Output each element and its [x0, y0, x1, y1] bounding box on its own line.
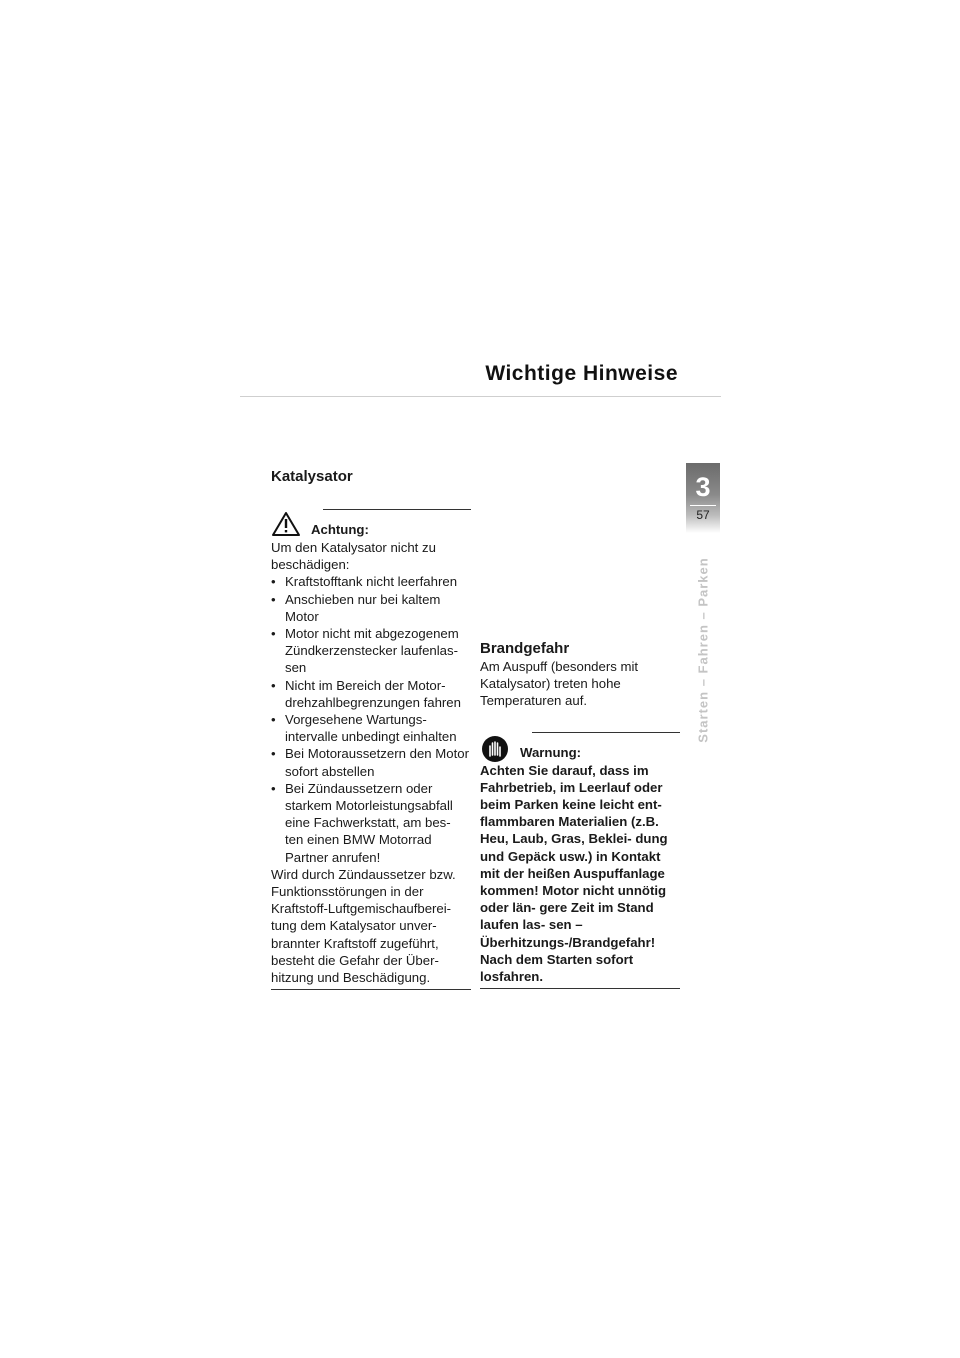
- stop-hand-icon: [480, 734, 510, 768]
- list-item: • Vorgesehene Wartungs- intervalle unbedingt einhalten: [271, 711, 471, 745]
- section-heading-brandgefahr: Brandgefahr: [480, 640, 570, 657]
- list-item: • Motor nicht mit abgezogenem Zündkerzenstecker laufenlas- sen: [271, 625, 471, 677]
- caution-end-rule: [271, 989, 471, 990]
- chapter-divider: [690, 505, 716, 506]
- brandgefahr-text: Am Auspuff (besonders mit Katalysator) treten hohe Temperaturen auf.: [480, 659, 639, 709]
- left-column: [271, 467, 471, 990]
- warning-end-rule: [480, 988, 680, 989]
- list-item: • Nicht im Bereich der Motor- drehzahlbegrenzungen fahren: [271, 677, 471, 711]
- warning-rule: [532, 732, 680, 733]
- list-item: • Bei Motoraussetzern den Motor sofort abstellen: [271, 745, 471, 779]
- caution-label: Achtung:: [311, 522, 369, 537]
- warning-label: Warnung:: [520, 744, 582, 760]
- warning-text: Achten Sie darauf, dass im Fahrbetrieb, im Leerlauf oder beim Parken keine leicht ent- flammbaren Materialien (z.B. Heu, Laub, Gras, Beklei- dung und Gepäck usw.) in Kontakt mit der heißen Auspuffanlage kommen! Motor nicht unnötig oder län- gere Zeit im Stand laufen las- sen – Überhitzungs-/Brandgefahr! Nach dem Starten sofort losfahren.: [480, 762, 668, 985]
- chapter-number: 3: [695, 472, 711, 502]
- header-rule: [240, 396, 721, 397]
- caution-header: [271, 509, 471, 539]
- warning-triangle-icon: [271, 511, 301, 541]
- caution-rule: [323, 509, 471, 510]
- section-heading-katalysator: Katalysator: [271, 468, 353, 485]
- section-label: Starten – Fahren – Parken: [695, 557, 711, 743]
- warning-header: [480, 732, 680, 762]
- caution-intro: Um den Katalysator nicht zu beschädigen:: [271, 540, 436, 573]
- caution-outro: Wird durch Zündaussetzer bzw. Funktionsstörungen in der Kraftstoff-Luftgemischaufberei- tung dem Katalysator unver- brannter Kraftstoff zugeführt, besteht die Gefahr der Über- hitzung und Beschädigung.: [271, 866, 456, 986]
- caution-list: [271, 573, 471, 865]
- list-item: • Anschieben nur bei kaltem Motor: [271, 591, 471, 625]
- right-column: [480, 640, 680, 989]
- list-item: • Kraftstofftank nicht leerfahren: [271, 573, 471, 590]
- page-number: 57: [696, 508, 710, 522]
- list-item: • Bei Zündaussetzern oder starkem Motorleistungsabfall eine Fachwerkstatt, am bes- ten einen BMW Motorrad Partner anrufen!: [271, 780, 471, 866]
- page-title: Wichtige Hinweise: [485, 362, 678, 385]
